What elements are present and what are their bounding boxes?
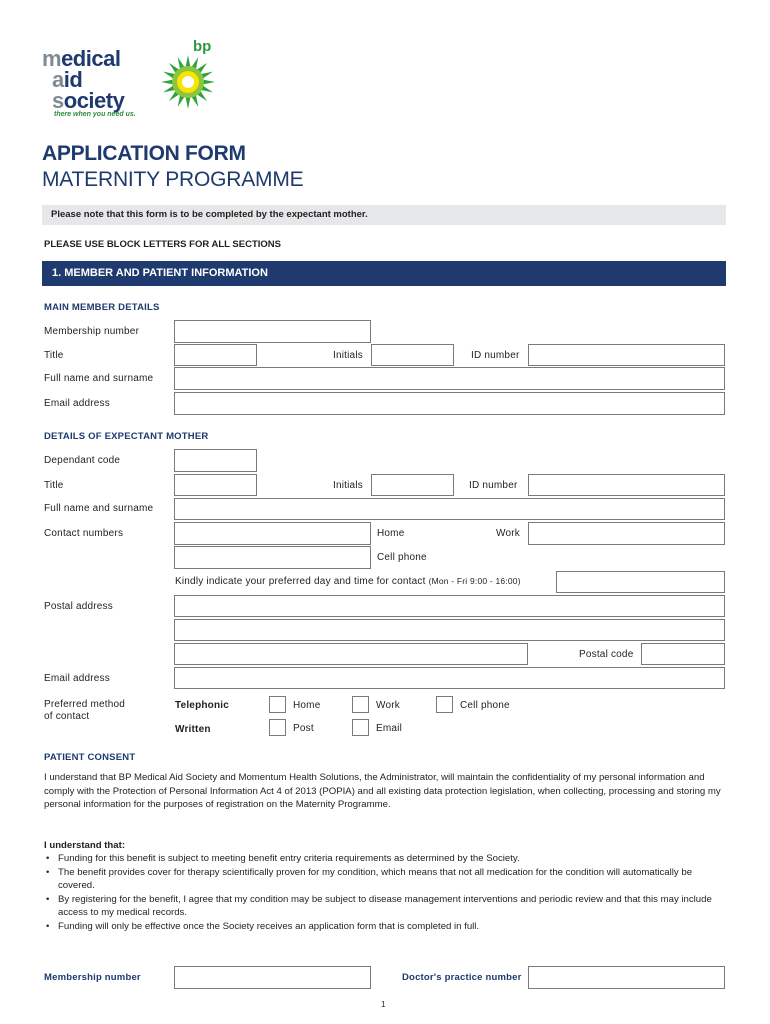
section-header — [42, 261, 726, 286]
logo-s: s — [52, 88, 64, 113]
postal-address-label: Postal address — [44, 601, 113, 612]
cell-number-field[interactable] — [174, 546, 371, 569]
consent-bullet: • By registering for the benefit, I agree that my condition may be subject to disease management interventions and periodic review and that this may include access to my medical records. — [44, 893, 726, 920]
logo-id: id — [63, 67, 83, 92]
title-label: Title — [44, 350, 64, 361]
consent-bullet: • Funding will only be effective once the Society receives an application form that is completed in full. — [44, 920, 726, 934]
consent-heading: PATIENT CONSENT — [44, 752, 136, 763]
preferred-method-label: Preferred method — [44, 699, 126, 710]
cell-phone-label: Cell phone — [377, 552, 427, 563]
logo-a: a — [52, 67, 64, 92]
preferred-time-label: Kindly indicate your preferred day and time for contact — [175, 576, 426, 587]
id-number-label: ID number — [471, 350, 520, 361]
page-number: 1 — [381, 1000, 386, 1009]
postal-code-label: Postal code — [579, 649, 634, 660]
opt-work-label: Work — [376, 700, 400, 711]
consent-bullet: • Funding for this benefit is subject to meeting benefit entry criteria requirements as determined by the Society. — [44, 852, 726, 866]
consent-bullet: • The benefit provides cover for therapy scientifically proven for my condition, which means that not all medication for the condition will automatically be covered. — [44, 866, 726, 893]
em-title-label: Title — [44, 480, 64, 491]
postal-address-line2[interactable] — [174, 619, 725, 641]
em-full-name-label: Full name and surname — [44, 503, 154, 514]
footer-membership-field[interactable] — [174, 966, 371, 989]
postal-code-field[interactable] — [641, 643, 725, 665]
email-label: Email address — [44, 398, 110, 409]
cell-phone-checkbox[interactable] — [436, 696, 453, 713]
opt-post-label: Post — [293, 723, 314, 734]
block-letters-instruction: PLEASE USE BLOCK LETTERS FOR ALL SECTIONS — [44, 239, 281, 250]
work-number-field[interactable] — [528, 522, 725, 545]
home-label: Home — [377, 528, 405, 539]
logo-ociety: ociety — [63, 88, 125, 113]
contact-numbers-label: Contact numbers — [44, 528, 124, 539]
page-subtitle: MATERNITY PROGRAMME — [42, 168, 304, 191]
em-initials-field[interactable] — [371, 474, 454, 496]
email-checkbox[interactable] — [352, 719, 369, 736]
postal-address-line1[interactable] — [174, 595, 725, 617]
understand-heading: I understand that: — [44, 840, 126, 851]
post-checkbox[interactable] — [269, 719, 286, 736]
full-name-field[interactable] — [174, 367, 725, 390]
em-full-name-field[interactable] — [174, 498, 725, 520]
preferred-time-note: (Mon - Fri 9:00 - 16:00) — [428, 576, 521, 586]
work-checkbox[interactable] — [352, 696, 369, 713]
initials-label: Initials — [333, 350, 363, 361]
footer-practice-field[interactable] — [528, 966, 725, 989]
home-checkbox[interactable] — [269, 696, 286, 713]
dependant-code-label: Dependant code — [44, 455, 121, 466]
em-id-number-field[interactable] — [528, 474, 725, 496]
title-field[interactable] — [174, 344, 257, 366]
preferred-time-label-wrap — [175, 576, 521, 587]
postal-address-line3[interactable] — [174, 643, 528, 665]
logo-m: m — [42, 46, 62, 71]
footer-membership-label: Membership number — [44, 972, 141, 983]
full-name-label: Full name and surname — [44, 373, 154, 384]
em-title-field[interactable] — [174, 474, 257, 496]
opt-email-label: Email — [376, 723, 403, 734]
logo-edical: edical — [61, 46, 121, 71]
home-number-field[interactable] — [174, 522, 371, 545]
opt-cell-label: Cell phone — [460, 700, 510, 711]
em-id-number-label: ID number — [469, 480, 518, 491]
written-label: Written — [175, 724, 211, 735]
email-field[interactable] — [174, 392, 725, 415]
logo-tagline: there when you need us. — [54, 111, 136, 118]
of-contact-label: of contact — [44, 711, 90, 722]
membership-number-field[interactable] — [174, 320, 371, 343]
note-bar — [42, 205, 726, 225]
work-label: Work — [496, 528, 520, 539]
expectant-heading: DETAILS OF EXPECTANT MOTHER — [44, 431, 209, 442]
dependant-code-field[interactable] — [174, 449, 257, 472]
id-number-field[interactable] — [528, 344, 725, 366]
em-initials-label: Initials — [333, 480, 363, 491]
bp-text: bp — [193, 38, 212, 55]
initials-field[interactable] — [371, 344, 454, 366]
preferred-time-field[interactable] — [556, 571, 725, 593]
bp-helios-icon — [160, 54, 216, 110]
footer-practice-label: Doctor's practice number — [402, 972, 522, 983]
page-title: APPLICATION FORM — [42, 142, 246, 165]
opt-home-label: Home — [293, 700, 321, 711]
main-member-heading: MAIN MEMBER DETAILS — [44, 302, 160, 313]
em-email-field[interactable] — [174, 667, 725, 689]
consent-paragraph: I understand that BP Medical Aid Society and Momentum Health Solutions, the Administrator, will maintain the confidentiality of my personal information and comply with the Protection of Personal Information Act 4 of 2013 (POPIA) and all existing data protection legislation, when collecting, processing and storing my personal information for the purposes of registration on the Maternity Programme. — [44, 772, 721, 810]
em-email-label: Email address — [44, 673, 110, 684]
membership-number-label: Membership number — [44, 326, 140, 337]
note-text: Please note that this form is to be completed by the expectant mother. — [51, 209, 368, 220]
consent-bullets — [44, 852, 726, 933]
telephonic-label: Telephonic — [175, 700, 230, 711]
section-title: 1. MEMBER AND PATIENT INFORMATION — [52, 267, 268, 279]
